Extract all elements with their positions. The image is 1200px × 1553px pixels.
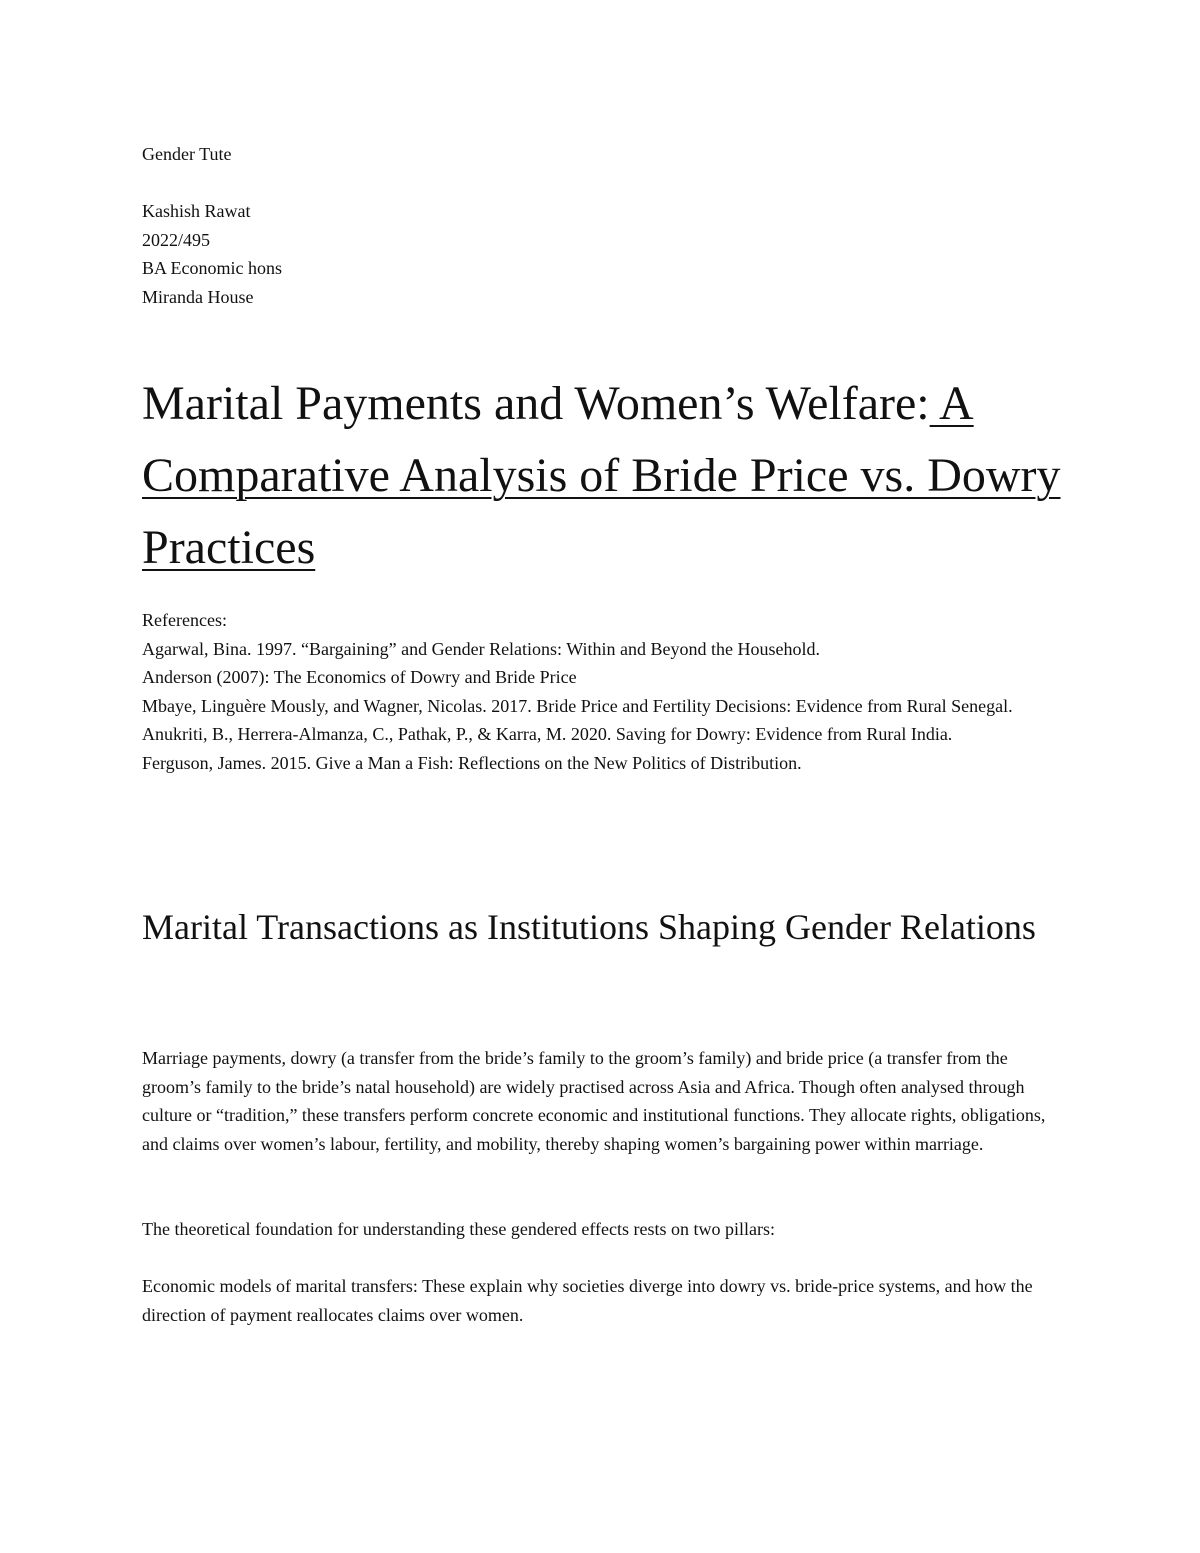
body-paragraph: Economic models of marital transfers: These explain why societies diverge into dowry vs. bride-price systems, and how the direction of payment reallocates claims over women. xyxy=(142,1276,1033,1325)
spacer-line xyxy=(142,169,1062,198)
reference-item: Anukriti, B., Herrera-Almanza, C., Pathak, P., & Karra, M. 2020. Saving for Dowry: Evidence from Rural India. xyxy=(142,724,953,744)
body-paragraph: Marriage payments, dowry (a transfer from the bride’s family to the groom’s family) and bride price (a transfer from the groom’s family to the bride’s natal household) are widely practised across Asia and Africa. Though often analysed through culture or “tradition,” these transfers perform concrete economic and institutional functions. They allocate rights, obligations, and claims over women’s labour, fertility, and mobility, thereby shaping women’s bargaining power within marriage. xyxy=(142,1048,1046,1154)
program-name: BA Economic hons xyxy=(142,258,282,278)
references-list xyxy=(142,606,1062,777)
references-label: References: xyxy=(142,610,227,630)
student-name: Kashish Rawat xyxy=(142,201,251,221)
course-name: Gender Tute xyxy=(142,144,232,164)
title-plain-part: Marital Payments and Women’s Welfare: xyxy=(142,377,930,430)
reference-item: Agarwal, Bina. 1997. “Bargaining” and Gender Relations: Within and Beyond the Household. xyxy=(142,638,820,659)
reference-item: Ferguson, James. 2015. Give a Man a Fish: Reflections on the New Politics of Distribution. xyxy=(142,752,802,773)
body-paragraph: The theoretical foundation for understanding these gendered effects rests on two pillars: xyxy=(142,1219,775,1239)
roll-number: 2022/495 xyxy=(142,229,211,250)
reference-item: Mbaye, Linguère Mously, and Wagner, Nicolas. 2017. Bride Price and Fertility Decisions: Evidence from Rural Senegal. xyxy=(142,695,1013,716)
title-underlined-part: A Comparative Analysis of Bride Price vs. Dowry Practices xyxy=(142,377,1061,574)
document-body xyxy=(142,140,1062,1325)
section-heading: Marital Transactions as Institutions Shaping Gender Relations xyxy=(142,907,1036,947)
reference-item: Anderson (2007): The Economics of Dowry and Bride Price xyxy=(142,667,577,687)
college-name: Miranda House xyxy=(142,286,254,307)
document-title xyxy=(142,368,1062,584)
author-info-block xyxy=(142,140,1062,311)
